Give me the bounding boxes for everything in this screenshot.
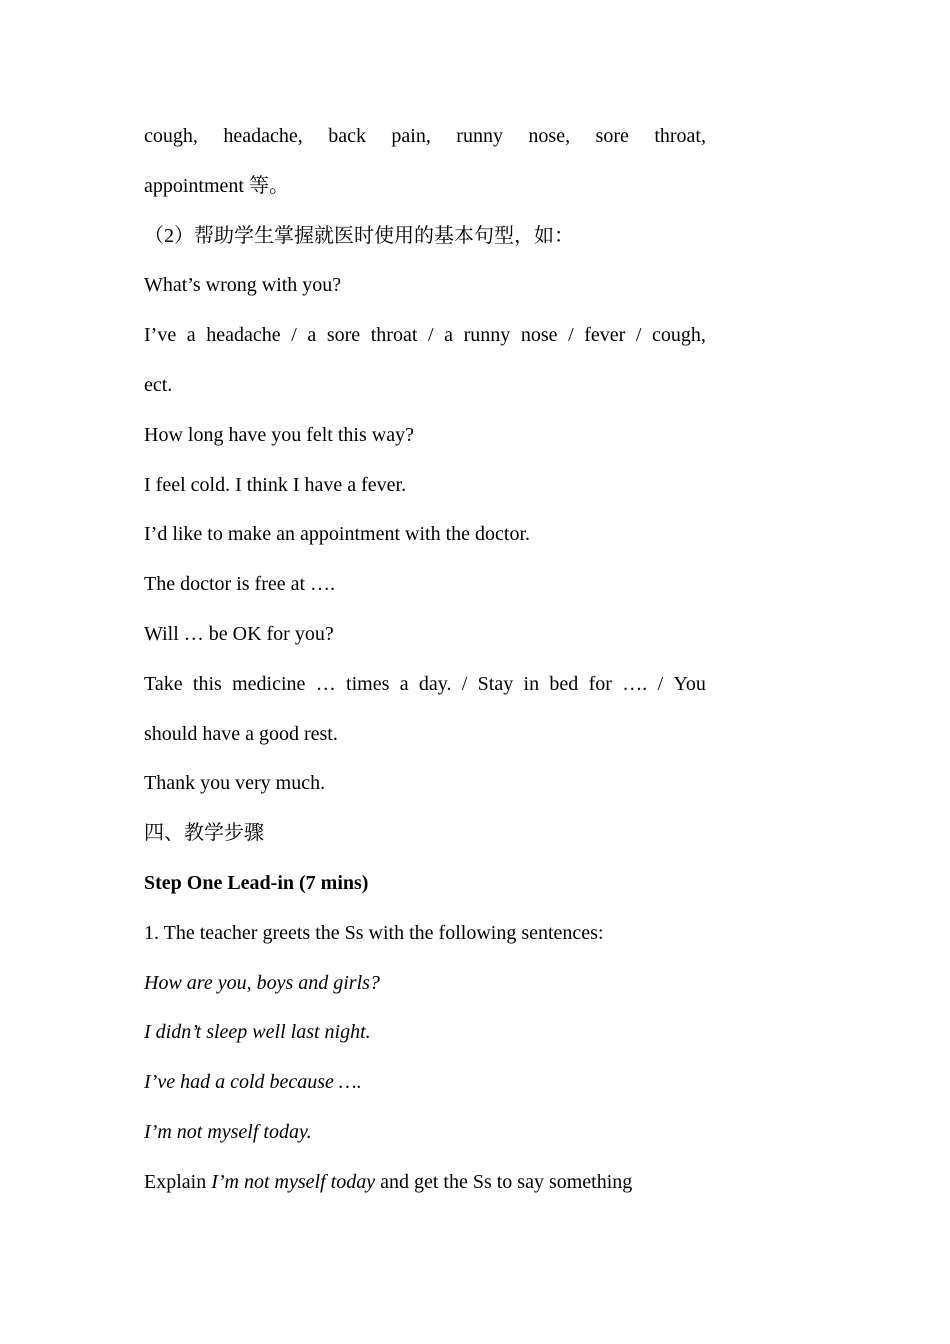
step-instruction: 1. The teacher greets the Ss with the following sentences: [144,921,604,944]
word: times [346,672,390,695]
word: throat [370,324,418,347]
word: Stay [477,672,514,695]
sentence-pattern-1: What’s wrong with you? [144,274,342,297]
word: headache [206,324,281,347]
sentence-pattern-5: I’d like to make an appointment with the doctor. [144,523,531,546]
word: I’ve [144,324,177,347]
word: cough, [652,324,706,347]
word: fever [584,324,626,347]
sentence-pattern-4: I feel cold. I think I have a fever. [144,473,407,496]
sentence-pattern-3: How long have you felt this way? [144,423,414,446]
sentence-pattern-2 [144,311,706,361]
word: medicine [232,672,306,695]
word: a [399,672,409,695]
word: / [568,324,574,347]
word: …. [622,672,648,695]
sentence-pattern-7: Will … be OK for you? [144,622,334,645]
step-heading: Step One Lead-in (7 mins) [144,871,369,894]
word: / [427,324,434,347]
word: sore [326,324,361,347]
word: nose [520,324,558,347]
document-body [144,112,706,1208]
explain-line [144,1158,706,1208]
explain-phrase: I’m not myself today [211,1170,376,1193]
greeting-sentence-4: I’m not myself today. [144,1120,312,1143]
sentence-pattern-8-cont: should have a good rest. [144,722,338,745]
greeting-sentence-3: I’ve had a cold because …. [144,1071,362,1094]
word: a [186,324,196,347]
word: / [657,672,664,695]
sentence-pattern-9: Thank you very much. [144,772,326,795]
word: throat, [654,125,706,147]
word: this [192,672,222,695]
explain-end: and get the Ss to say something [380,1170,633,1193]
word: runny [456,125,503,147]
paragraph-line-1 [144,112,706,162]
word: sore [595,125,629,147]
word: a [307,324,317,347]
word: nose, [528,125,571,147]
word: / [461,672,468,695]
word: You [673,672,706,695]
word: headache, [223,125,303,147]
paragraph-line-2: appointment 等。 [144,174,289,197]
word: pain, [391,125,431,147]
word: cough, [144,125,198,147]
section-heading: 四、教学步骤 [144,822,264,845]
word: in [523,672,540,695]
word: back [328,125,366,147]
sentence-pattern-8 [144,660,706,710]
greeting-sentence-1: How are you, boys and girls? [144,971,380,994]
paragraph-line-3: （2）帮助学生掌握就医时使用的基本句型，如： [144,224,574,247]
word: day. [418,672,452,695]
sentence-pattern-2-cont: ect. [144,373,173,396]
sentence-pattern-6: The doctor is free at …. [144,573,336,596]
word: runny [463,324,511,347]
word: … [315,672,336,695]
word: / [291,324,297,347]
greeting-sentence-2: I didn’t sleep well last night. [144,1021,371,1044]
word: / [635,324,642,347]
word: for [588,672,612,695]
word: bed [549,672,579,695]
explain-start: Explain [144,1170,207,1193]
word: a [444,324,453,347]
word: Take [144,672,183,695]
